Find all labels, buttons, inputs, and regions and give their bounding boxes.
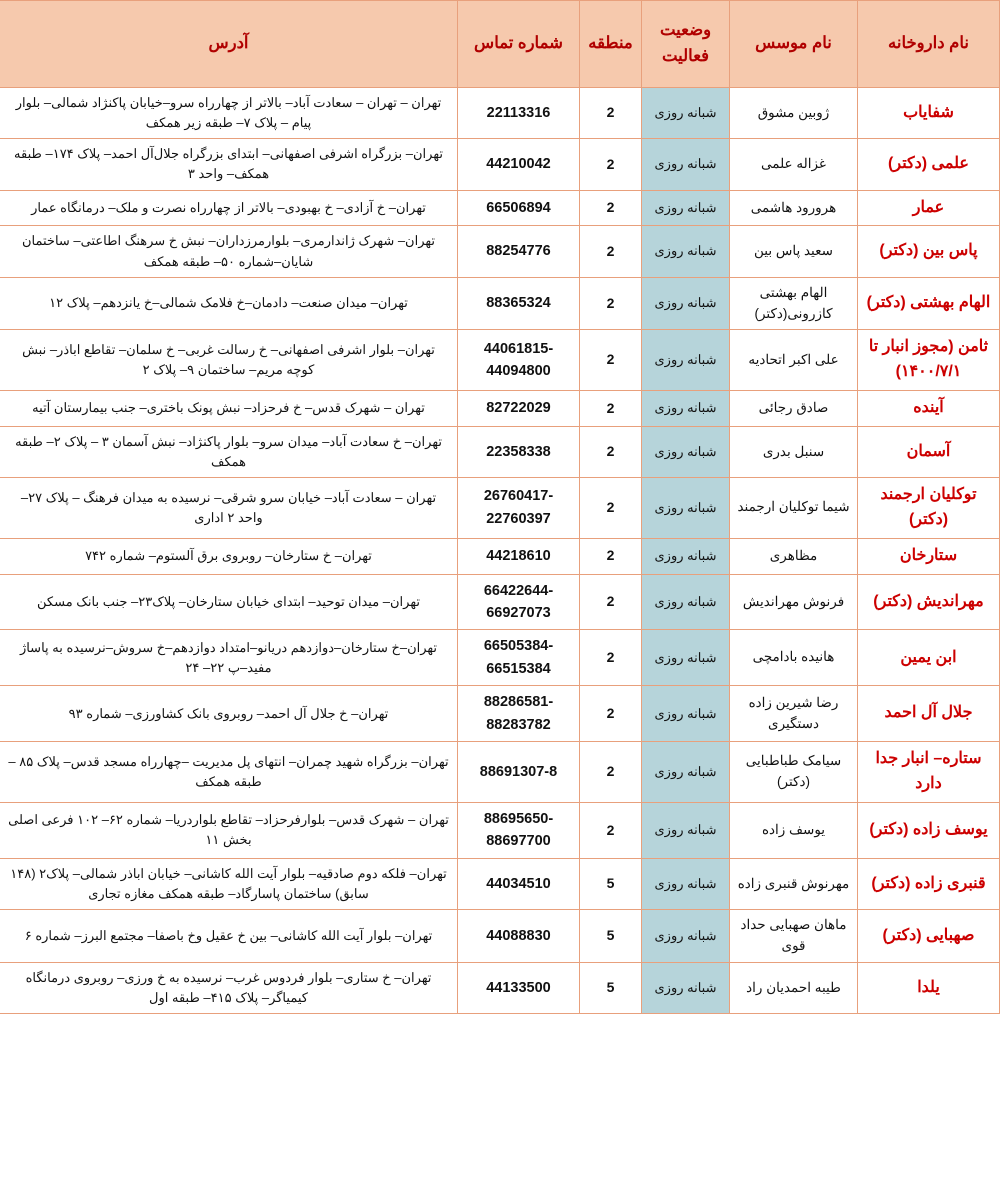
table-row <box>0 802 1000 858</box>
cell-zone: 2 <box>580 391 642 427</box>
cell-activity-status: شبانه روزی <box>642 277 730 330</box>
cell-address: تهران– شهرک ژاندارمری– بلوارمرزداران– نبش خ سرهنگ اطاعتی– ساختمان شایان–شماره ۵۰– طبقه همکف <box>0 226 458 277</box>
cell-activity-status: شبانه روزی <box>642 910 730 963</box>
cell-address: تهران– خ آزادی– خ بهبودی– بالاتر از چهارراه نصرت و ملک– درمانگاه عمار <box>0 190 458 226</box>
cell-zone: 2 <box>580 538 642 574</box>
cell-activity-status: شبانه روزی <box>642 574 730 630</box>
cell-pharmacy-name: قنبری زاده (دکتر) <box>858 858 1000 909</box>
cell-pharmacy-name: شفایاب <box>858 88 1000 139</box>
table-row <box>0 963 1000 1014</box>
table-row <box>0 574 1000 630</box>
cell-phone-number: 44133500 <box>458 963 580 1014</box>
cell-activity-status: شبانه روزی <box>642 686 730 742</box>
cell-activity-status: شبانه روزی <box>642 478 730 539</box>
cell-address: تهران– بلوار آیت الله کاشانی– بین خ عقیل وخ باصفا– مجتمع البرز– شماره ۶ <box>0 910 458 963</box>
cell-zone: 2 <box>580 88 642 139</box>
cell-founder-name: هرورود هاشمی <box>730 190 858 226</box>
cell-activity-status: شبانه روزی <box>642 538 730 574</box>
table-body <box>0 88 1000 1014</box>
cell-founder-name: غزاله علمی <box>730 139 858 190</box>
table-row <box>0 686 1000 742</box>
cell-pharmacy-name: صهبایی (دکتر) <box>858 910 1000 963</box>
cell-address: تهران– میدان توحید– ابتدای خیابان ستارخان– پلاک۲۳– جنب بانک مسکن <box>0 574 458 630</box>
cell-address: تهران – شهرک قدس– خ فرحزاد– نبش پونک باختری– جنب بیمارستان آتیه <box>0 391 458 427</box>
table-row <box>0 226 1000 277</box>
cell-address: تهران – سعادت آباد– خیابان سرو شرقی– نرسیده به میدان فرهنگ – پلاک ۲۷– واحد ۲ اداری <box>0 478 458 539</box>
cell-pharmacy-name: ثامن (مجوز انبار تا ۱۴۰۰/۷/۱) <box>858 330 1000 391</box>
table-row <box>0 910 1000 963</box>
cell-zone: 2 <box>580 139 642 190</box>
cell-phone-number: 44210042 <box>458 139 580 190</box>
cell-founder-name: مظاهری <box>730 538 858 574</box>
cell-address: تهران– فلکه دوم صادقیه– بلوار آیت الله کاشانی– خیابان اباذر شمالی– پلاک۲ (۱۴۸ سابق) ساختمان پاسارگاد– طبقه همکف مغازه تجاری <box>0 858 458 909</box>
column-header-address: آدرس <box>0 1 458 88</box>
table-row <box>0 330 1000 391</box>
table-row <box>0 630 1000 686</box>
cell-founder-name: یوسف زاده <box>730 802 858 858</box>
cell-phone-number: 88691307-8 <box>458 742 580 803</box>
cell-phone-number: 44218610 <box>458 538 580 574</box>
cell-zone: 2 <box>580 802 642 858</box>
cell-founder-name: سیامک طباطبایی (دکتر) <box>730 742 858 803</box>
cell-address: تهران– میدان صنعت– دادمان–خ فلامک شمالی–خ یانزدهم– پلاک ۱۲ <box>0 277 458 330</box>
cell-founder-name: شیما توکلیان ارجمند <box>730 478 858 539</box>
cell-pharmacy-name: آینده <box>858 391 1000 427</box>
table-row <box>0 88 1000 139</box>
cell-activity-status: شبانه روزی <box>642 88 730 139</box>
cell-activity-status: شبانه روزی <box>642 802 730 858</box>
table-row <box>0 277 1000 330</box>
cell-phone-number: 88254776 <box>458 226 580 277</box>
table-row <box>0 478 1000 539</box>
cell-pharmacy-name: یلدا <box>858 963 1000 1014</box>
cell-phone-number: 66422644-66927073 <box>458 574 580 630</box>
cell-activity-status: شبانه روزی <box>642 139 730 190</box>
cell-pharmacy-name: ستارخان <box>858 538 1000 574</box>
cell-phone-number: 88286581-88283782 <box>458 686 580 742</box>
cell-zone: 5 <box>580 963 642 1014</box>
cell-founder-name: صادق رجائی <box>730 391 858 427</box>
cell-pharmacy-name: عمار <box>858 190 1000 226</box>
cell-zone: 2 <box>580 426 642 477</box>
cell-founder-name: سعید پاس بین <box>730 226 858 277</box>
cell-address: تهران– بزرگراه اشرفی اصفهانی– ابتدای بزرگراه جلال‌آل احمد– پلاک ۱۷۴– طبقه همکف– واحد ۳ <box>0 139 458 190</box>
cell-pharmacy-name: الهام بهشتی (دکتر) <box>858 277 1000 330</box>
cell-address: تهران– خ جلال آل احمد– روبروی بانک کشاورزی– شماره ۹۳ <box>0 686 458 742</box>
cell-pharmacy-name: علمی (دکتر) <box>858 139 1000 190</box>
table-header <box>0 1 1000 88</box>
cell-founder-name: طیبه احمدیان راد <box>730 963 858 1014</box>
cell-address: تهران– خ ستاری– بلوار فردوس غرب– نرسیده به خ ورزی– روبروی درمانگاه کیمیاگر– پلاک ۴۱۵– طبقه اول <box>0 963 458 1014</box>
column-header-founder: نام موسس <box>730 1 858 88</box>
cell-founder-name: رضا شیرین زاده دستگیری <box>730 686 858 742</box>
cell-address: تهران– خ ستارخان– روبروی برق آلستوم– شماره ۷۴۲ <box>0 538 458 574</box>
cell-phone-number: 82722029 <box>458 391 580 427</box>
cell-activity-status: شبانه روزی <box>642 426 730 477</box>
cell-address: تهران – تهران – سعادت آباد– بالاتر از چهارراه سرو–خیابان پاکنژاد شمالی– بلوار پیام – پلاک ۷– طبقه زیر همکف <box>0 88 458 139</box>
cell-address: تهران – شهرک قدس– بلوارفرحزاد– تقاطع بلواردریا– شماره ۶۲– ۱۰۲ فرعی اصلی بخش ۱۱ <box>0 802 458 858</box>
cell-activity-status: شبانه روزی <box>642 330 730 391</box>
cell-pharmacy-name: ستاره– انبار جدا دارد <box>858 742 1000 803</box>
cell-address: تهران–خ ستارخان–دوازدهم دریانو–امتداد دوازدهم–خ سروش–نرسیده به پاساژ مفید–پ ۲۲– ۲۴ <box>0 630 458 686</box>
cell-address: تهران– خ سعادت آباد– میدان سرو– بلوار پاکنژاد– نبش آسمان ۳ – پلاک ۲– طبقه همکف <box>0 426 458 477</box>
cell-pharmacy-name: جلال آل احمد <box>858 686 1000 742</box>
cell-phone-number: 44034510 <box>458 858 580 909</box>
cell-phone-number: 88695650-88697700 <box>458 802 580 858</box>
table-row <box>0 190 1000 226</box>
cell-pharmacy-name: آسمان <box>858 426 1000 477</box>
table-header-row <box>0 1 1000 88</box>
cell-founder-name: ژوبین مشوق <box>730 88 858 139</box>
cell-zone: 2 <box>580 630 642 686</box>
table-row <box>0 391 1000 427</box>
cell-phone-number: 88365324 <box>458 277 580 330</box>
cell-zone: 2 <box>580 226 642 277</box>
cell-pharmacy-name: توکلیان ارجمند (دکتر) <box>858 478 1000 539</box>
cell-zone: 2 <box>580 742 642 803</box>
cell-zone: 2 <box>580 686 642 742</box>
cell-zone: 2 <box>580 574 642 630</box>
cell-activity-status: شبانه روزی <box>642 858 730 909</box>
table-row <box>0 742 1000 803</box>
table-row <box>0 426 1000 477</box>
cell-activity-status: شبانه روزی <box>642 190 730 226</box>
column-header-zone: منطقه <box>580 1 642 88</box>
cell-zone: 2 <box>580 478 642 539</box>
cell-founder-name: فرنوش مهراندیش <box>730 574 858 630</box>
cell-phone-number: 44088830 <box>458 910 580 963</box>
cell-founder-name: علی اکبر اتحادیه <box>730 330 858 391</box>
table-row <box>0 538 1000 574</box>
cell-pharmacy-name: مهراندیش (دکتر) <box>858 574 1000 630</box>
cell-zone: 2 <box>580 190 642 226</box>
cell-phone-number: 22113316 <box>458 88 580 139</box>
cell-zone: 2 <box>580 330 642 391</box>
cell-pharmacy-name: ابن یمین <box>858 630 1000 686</box>
cell-phone-number: 22358338 <box>458 426 580 477</box>
cell-activity-status: شبانه روزی <box>642 630 730 686</box>
cell-activity-status: شبانه روزی <box>642 742 730 803</box>
cell-phone-number: 66506894 <box>458 190 580 226</box>
cell-address: تهران– بزرگراه شهید چمران– انتهای پل مدیریت –چهارراه مسجد قدس– پلاک ۸۵ – طبقه همکف <box>0 742 458 803</box>
table-row <box>0 139 1000 190</box>
cell-founder-name: مهرنوش قنبری زاده <box>730 858 858 909</box>
cell-founder-name: سنبل بدری <box>730 426 858 477</box>
cell-phone-number: 44061815-44094800 <box>458 330 580 391</box>
cell-address: تهران– بلوار اشرفی اصفهانی– خ رسالت غربی– خ سلمان– تقاطع اباذر– نبش کوچه مریم– ساختمان ۹– پلاک ۲ <box>0 330 458 391</box>
cell-pharmacy-name: یوسف زاده (دکتر) <box>858 802 1000 858</box>
cell-phone-number: 26760417-22760397 <box>458 478 580 539</box>
cell-founder-name: ماهان صهبایی حداد قوی <box>730 910 858 963</box>
cell-activity-status: شبانه روزی <box>642 226 730 277</box>
cell-activity-status: شبانه روزی <box>642 963 730 1014</box>
cell-phone-number: 66505384-66515384 <box>458 630 580 686</box>
cell-founder-name: الهام بهشتی کازرونی(دکتر) <box>730 277 858 330</box>
column-header-phone: شماره تماس <box>458 1 580 88</box>
table-row <box>0 858 1000 909</box>
cell-zone: 2 <box>580 277 642 330</box>
cell-activity-status: شبانه روزی <box>642 391 730 427</box>
cell-founder-name: هانیده بادامچی <box>730 630 858 686</box>
cell-pharmacy-name: پاس بین (دکتر) <box>858 226 1000 277</box>
column-header-name: نام داروخانه <box>858 1 1000 88</box>
column-header-status: وضعیت فعالیت <box>642 1 730 88</box>
cell-zone: 5 <box>580 910 642 963</box>
cell-zone: 5 <box>580 858 642 909</box>
